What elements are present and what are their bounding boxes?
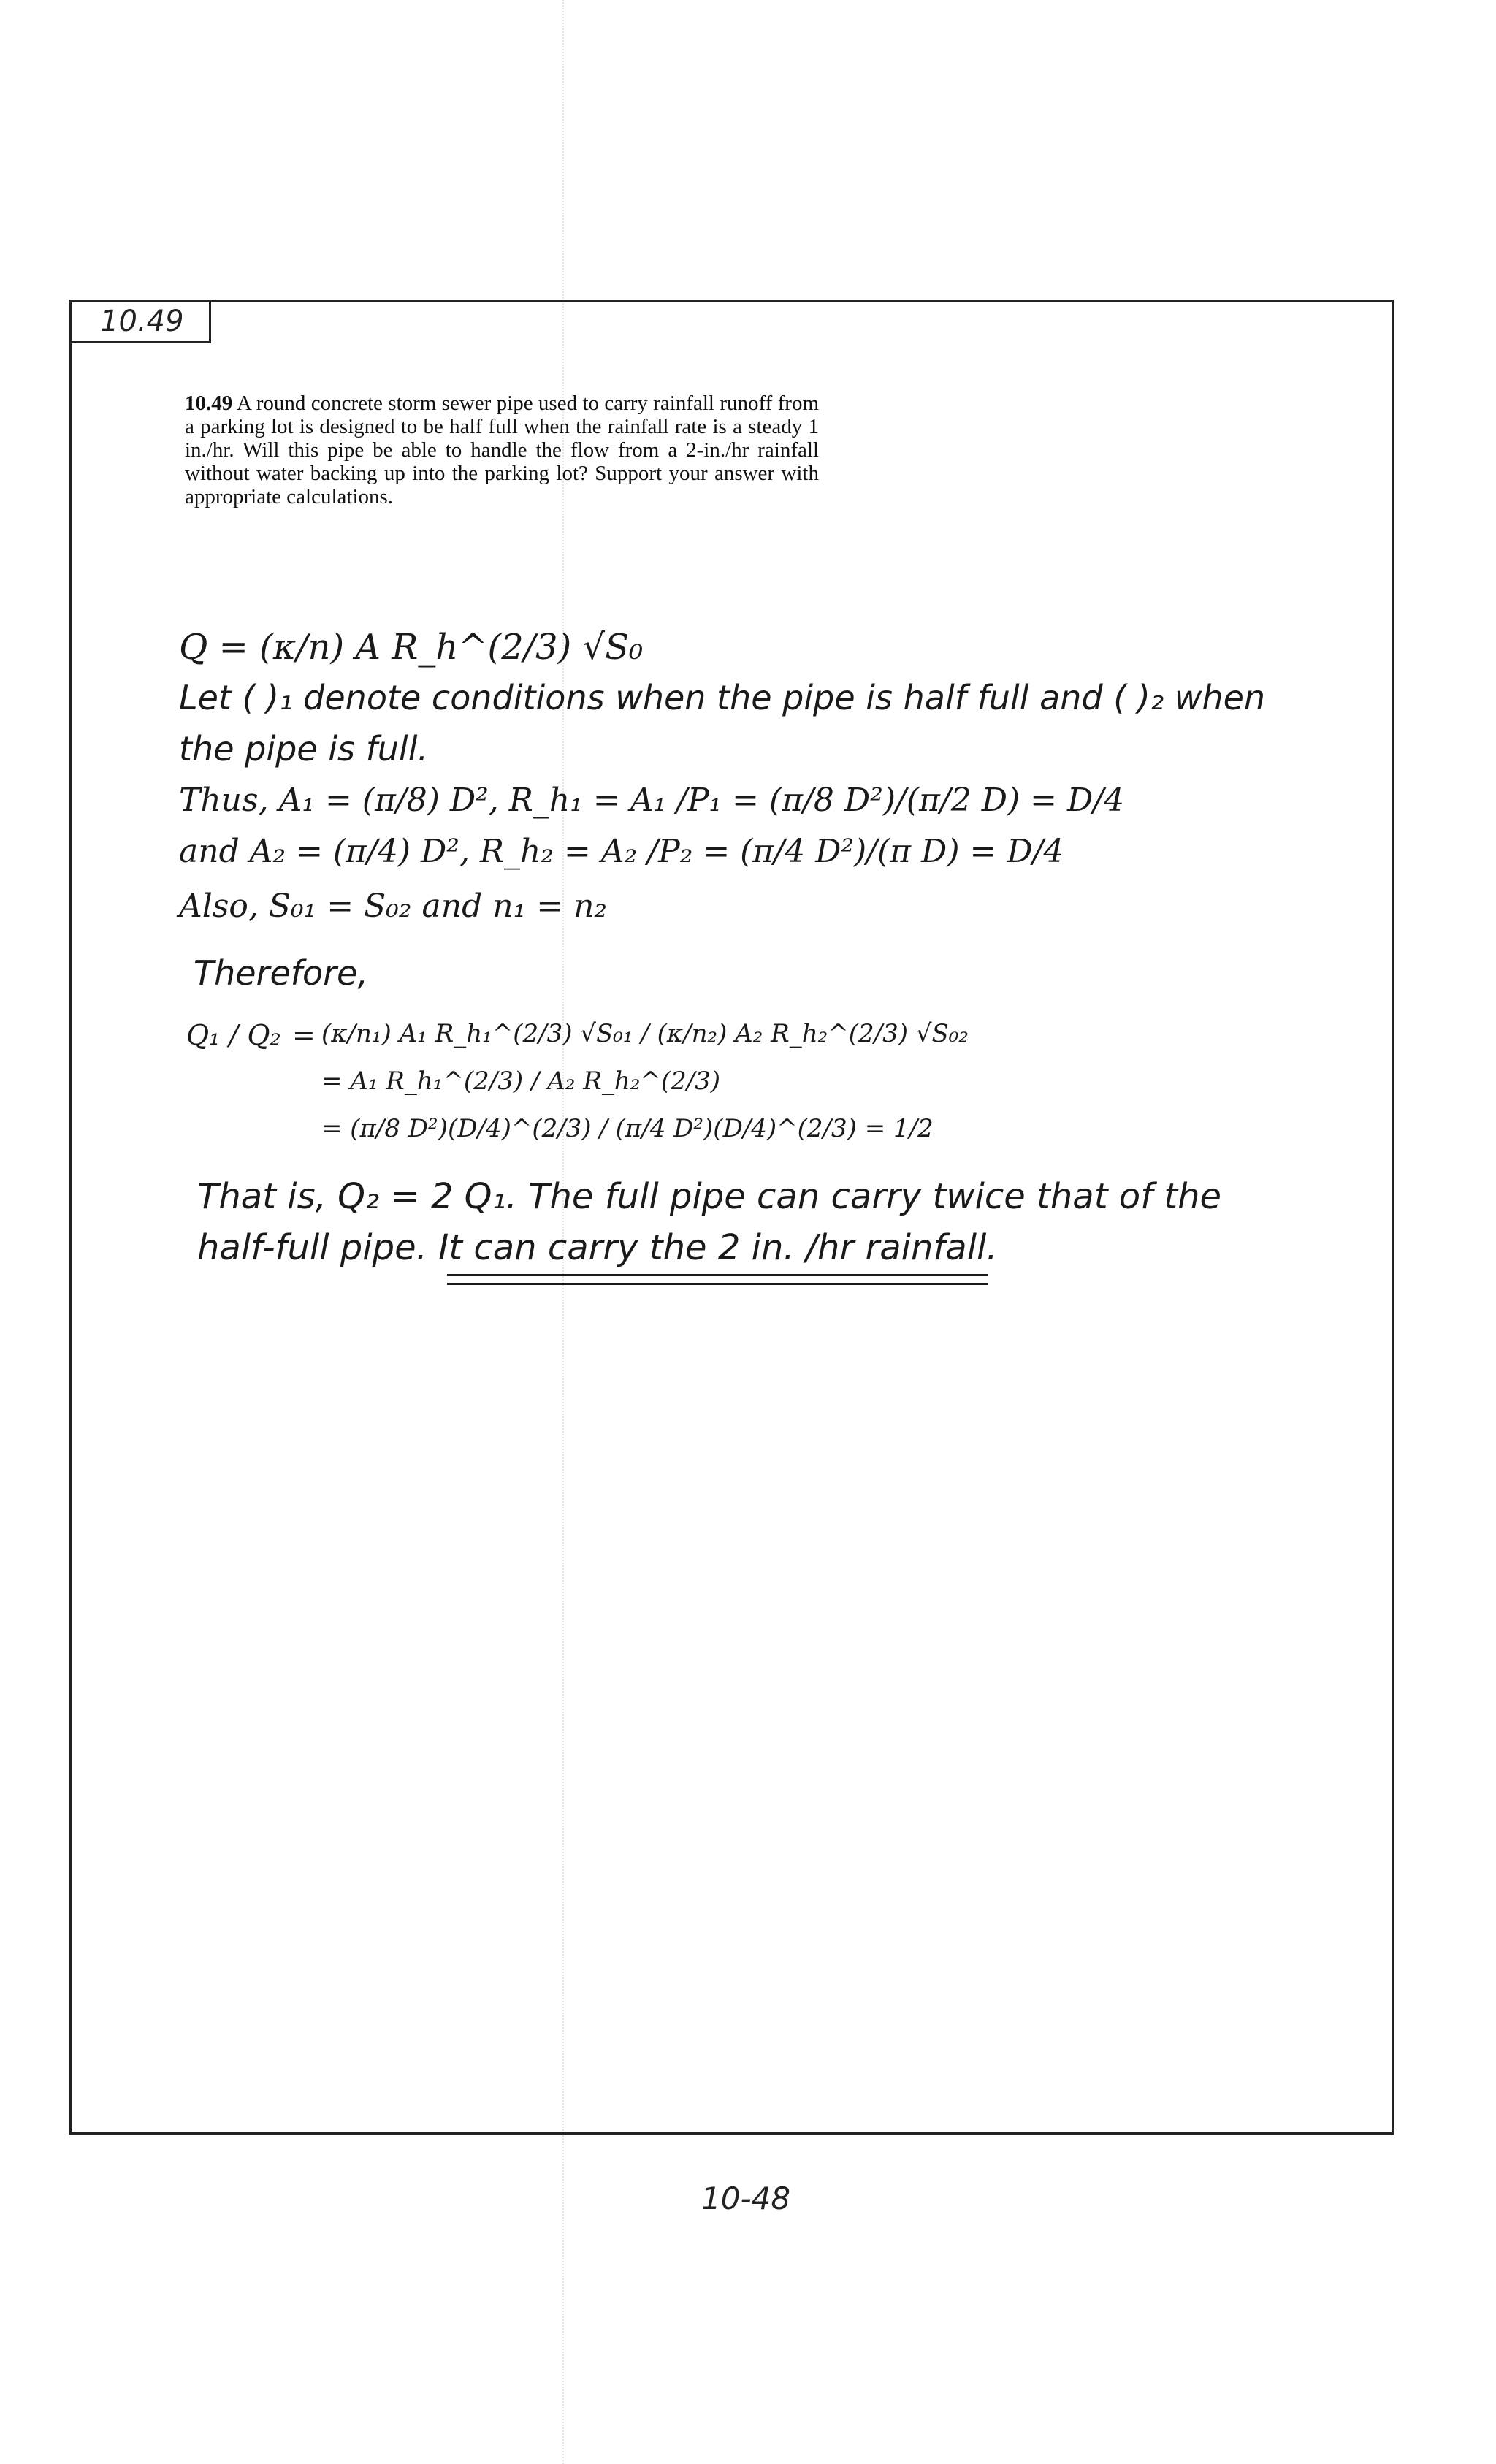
answer-double-underline bbox=[447, 1283, 988, 1285]
equals-sign-1: = bbox=[292, 1019, 316, 1051]
conclusion-line-1: That is, Q₂ = 2 Q₁. The full pipe can carry twice that of the bbox=[197, 1176, 1222, 1217]
ratio-step-3-expr: (π/8 D²)(D/4)^(2/3) / (π/4 D²)(D/4)^(2/3) bbox=[350, 1114, 857, 1143]
ratio-result: 1/2 bbox=[893, 1114, 934, 1143]
answer-underline bbox=[447, 1274, 988, 1276]
conclusion-half-full: half-full pipe. bbox=[197, 1227, 427, 1268]
conclusion-line-2 bbox=[197, 1227, 998, 1268]
problem-statement bbox=[185, 392, 819, 508]
flow-ratio-lhs bbox=[186, 1019, 281, 1051]
problem-number-tab: 10.49 bbox=[69, 300, 211, 343]
page-number: 10-48 bbox=[701, 2181, 791, 2216]
ratio-step-3: = (π/8 D²)(D/4)^(2/3) / (π/4 D²)(D/4)^(2/3) = 1/2 bbox=[321, 1114, 934, 1143]
definition-line-1: Let ( )₁ denote conditions when the pipe is half full and ( )₂ when bbox=[179, 678, 1266, 717]
final-answer: It can carry the 2 in. /hr rainfall. bbox=[438, 1227, 998, 1268]
ratio-lhs: Q₁ / Q₂ bbox=[186, 1019, 281, 1051]
ratio-step-1: (κ/n₁) A₁ R_h₁^(2/3) √S₀₁ / (κ/n₂) A₂ R_h₂^(2/3) √S₀₂ bbox=[321, 1019, 969, 1048]
manning-equation: Q = (κ/n) A R_h^(2/3) √S₀ bbox=[179, 627, 644, 668]
therefore-label: Therefore, bbox=[194, 953, 368, 993]
full-geometry: and A₂ = (π/4) D², R_h₂ = A₂ /P₂ = (π/4 D²)/(π D) = D/4 bbox=[179, 833, 1064, 870]
problem-number: 10.49 bbox=[185, 392, 233, 415]
half-full-geometry: Thus, A₁ = (π/8) D², R_h₁ = A₁ /P₁ = (π/8 D²)/(π/2 D) = D/4 bbox=[179, 782, 1125, 819]
ratio-step-2: = A₁ R_h₁^(2/3) / A₂ R_h₂^(2/3) bbox=[321, 1067, 721, 1096]
ratio-step-2-expr: A₁ R_h₁^(2/3) / A₂ R_h₂^(2/3) bbox=[350, 1067, 721, 1096]
solution-frame bbox=[69, 300, 1394, 2135]
definition-line-2: the pipe is full. bbox=[179, 729, 429, 768]
equal-slope-roughness: Also, S₀₁ = S₀₂ and n₁ = n₂ bbox=[179, 888, 608, 925]
problem-text: A round concrete storm sewer pipe used to carry rainfall runoff from a parking lot is designed to be half full when the rainfall rate is a steady 1 in./hr. Will this pipe be able to handle the flow from a 2-in./hr rainfall without water backing up into the parking lot? Support your answer with appropriate calculations. bbox=[185, 392, 820, 508]
